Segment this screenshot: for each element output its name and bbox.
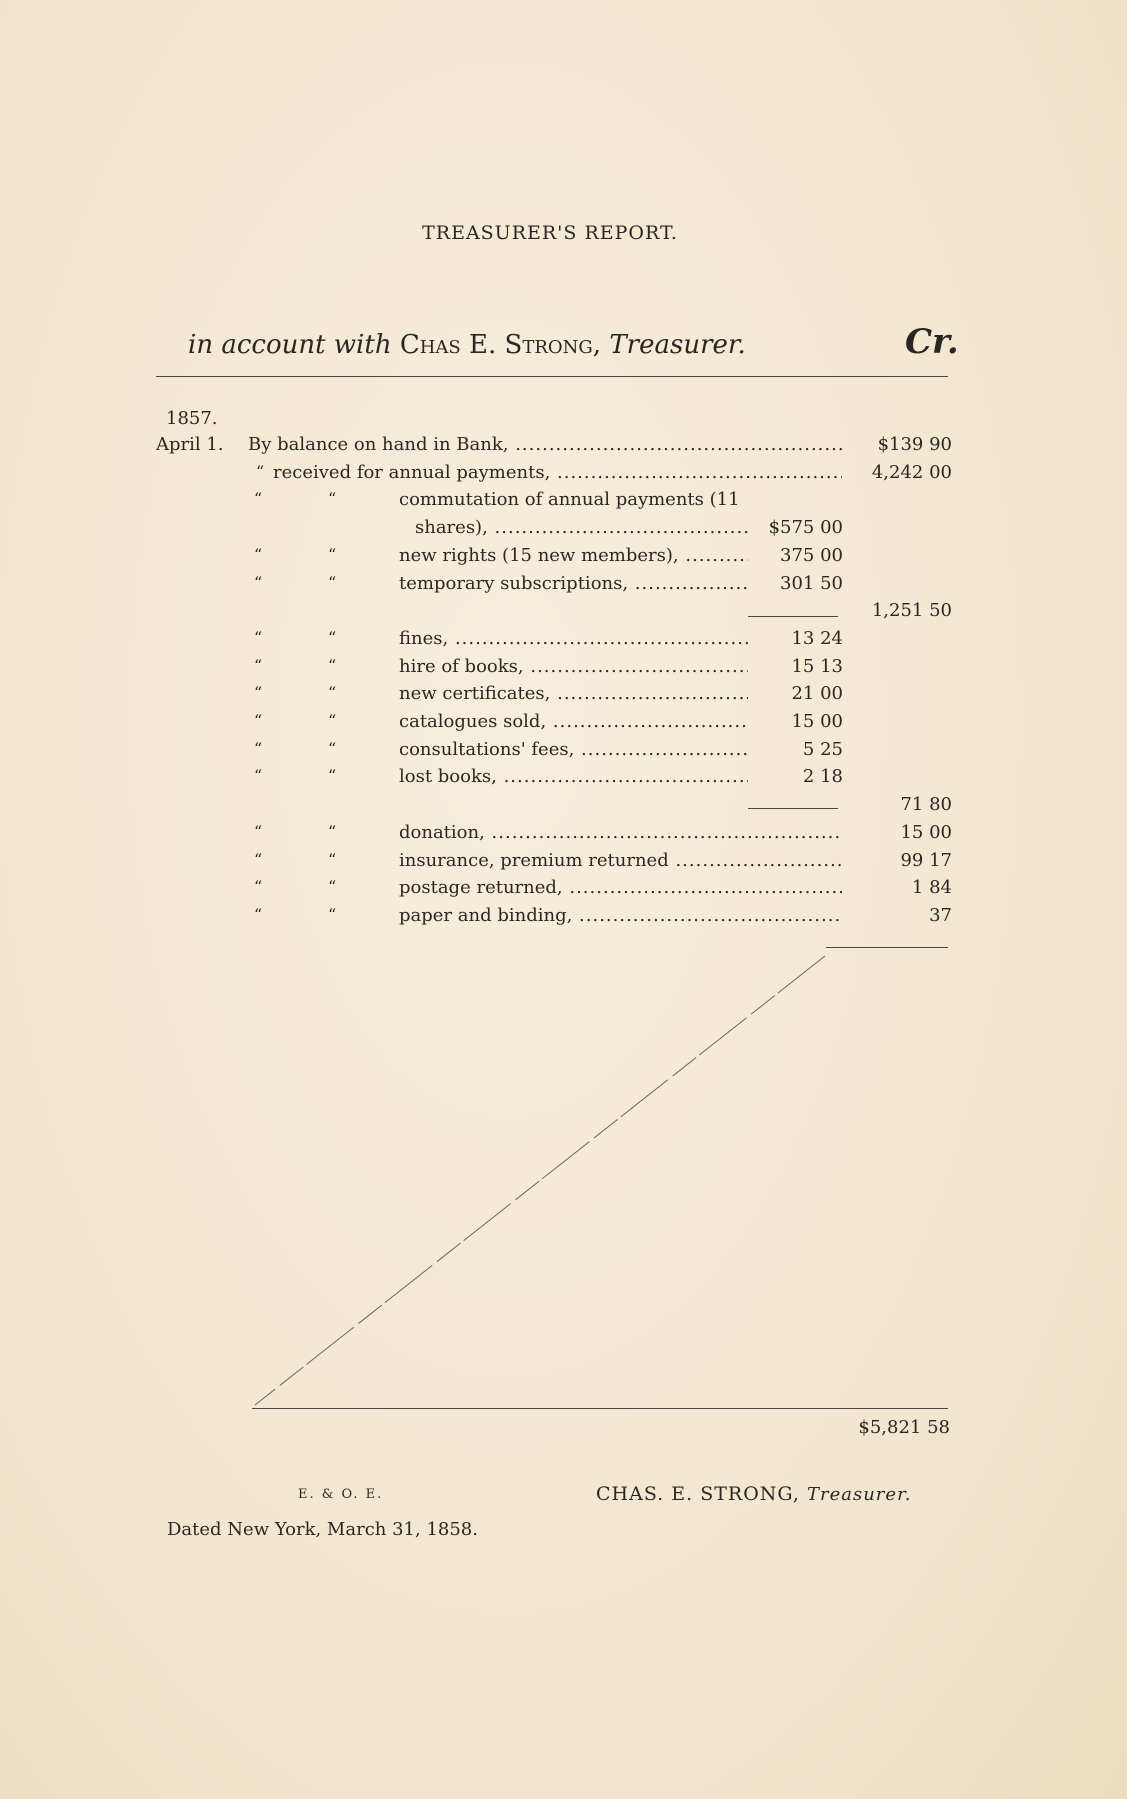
entry-description: new rights (15 new members), ..... <box>399 545 748 566</box>
entry-description: donation, ..... <box>399 822 842 843</box>
ditto-mark: “ <box>328 572 337 592</box>
ditto-mark: “ <box>254 683 263 703</box>
total-amount: 15 00 <box>900 821 952 843</box>
subtotal-amount: 2 18 <box>802 766 843 788</box>
ditto-mark: “ <box>328 711 337 730</box>
ditto-mark: “ <box>328 627 337 647</box>
entry-description: commutation of annual payments (11 <box>399 489 740 511</box>
total-amount: 1 84 <box>911 877 952 899</box>
entry-description: catalogues sold, ..... <box>399 711 748 732</box>
ditto-mark: “ <box>328 544 337 564</box>
ditto-mark: “ <box>328 489 337 509</box>
total-amount: 1,251 50 <box>871 600 952 622</box>
entry-description: insurance, premium returned ..... <box>399 850 842 871</box>
ditto-mark: “ <box>254 821 263 841</box>
entry-description: hire of books, ..... <box>399 656 748 677</box>
signature-name: CHAS. E. STRONG, <box>596 1483 800 1505</box>
total-amount: 99 17 <box>900 849 952 871</box>
treasurer-name: Chas E. Strong, <box>399 330 602 360</box>
subtotal-amount: 13 24 <box>791 627 843 649</box>
total-amount: 71 80 <box>900 794 952 816</box>
subtotal-amount: 15 00 <box>791 711 843 732</box>
ditto-mark: “ <box>254 711 263 730</box>
ditto-mark: “ <box>328 849 337 869</box>
ditto-mark: “ <box>254 627 263 647</box>
entry-description: temporary subscriptions, ..... <box>399 573 748 594</box>
subtotal-amount: 15 13 <box>791 655 843 677</box>
entry-description: lost books, ..... <box>399 766 748 787</box>
ditto-mark: “ <box>328 683 337 703</box>
ditto-mark: “ <box>254 877 263 897</box>
subtotal-amount: 21 00 <box>791 683 843 705</box>
subtotal-amount: $575 00 <box>768 517 843 539</box>
ditto-mark: “ <box>254 572 263 592</box>
total-amount: $139 90 <box>877 434 952 455</box>
credit-side-label: Cr. <box>905 322 959 362</box>
ditto-mark: “ <box>254 849 263 869</box>
subtotal-amount: 5 25 <box>802 738 843 760</box>
signature-title: Treasurer. <box>806 1484 912 1505</box>
dated-line: Dated New York, March 31, 1858. <box>167 1519 478 1540</box>
errors-excepted: E. & O. E. <box>298 1487 384 1502</box>
ledger-date: April 1. <box>156 434 224 455</box>
ditto-mark: “ <box>256 461 265 481</box>
total-amount: 4,242 00 <box>871 461 952 483</box>
entry-description: fines, ..... <box>399 628 748 649</box>
ditto-mark: “ <box>328 877 337 897</box>
ditto-mark: “ <box>254 766 263 786</box>
entry-description: postage returned, ..... <box>399 877 842 898</box>
ditto-mark: “ <box>254 655 263 675</box>
entry-description: paper and binding, ..... <box>399 905 842 926</box>
ditto-mark: “ <box>328 766 337 786</box>
ditto-mark: “ <box>328 738 337 758</box>
signature <box>596 1483 911 1505</box>
ditto-mark: “ <box>328 655 337 675</box>
entry-description: By balance on hand in Bank, ..... <box>248 434 842 455</box>
subtotal-amount: 301 50 <box>780 572 843 594</box>
ditto-mark: “ <box>254 738 263 758</box>
treasurer-title: Treasurer. <box>609 330 746 360</box>
subtotal-amount: 375 00 <box>780 544 843 566</box>
ditto-mark: “ <box>254 544 263 564</box>
report-heading: TREASURER'S REPORT. <box>422 222 678 244</box>
entry-description: new certificates, ..... <box>399 683 748 704</box>
grand-total: $5,821 58 <box>858 1417 950 1438</box>
ditto-mark: “ <box>254 904 263 924</box>
ditto-mark: “ <box>254 489 263 509</box>
ditto-mark: “ <box>328 904 337 924</box>
total-amount: 37 <box>929 904 952 926</box>
entry-description: received for annual payments, ..... <box>273 462 842 483</box>
ditto-mark: “ <box>328 821 337 841</box>
account-prefix: in account with <box>188 330 392 360</box>
year-label: 1857. <box>166 408 218 429</box>
entry-description: shares), ..... <box>415 517 748 538</box>
entry-description: consultations' fees, ..... <box>399 739 748 760</box>
